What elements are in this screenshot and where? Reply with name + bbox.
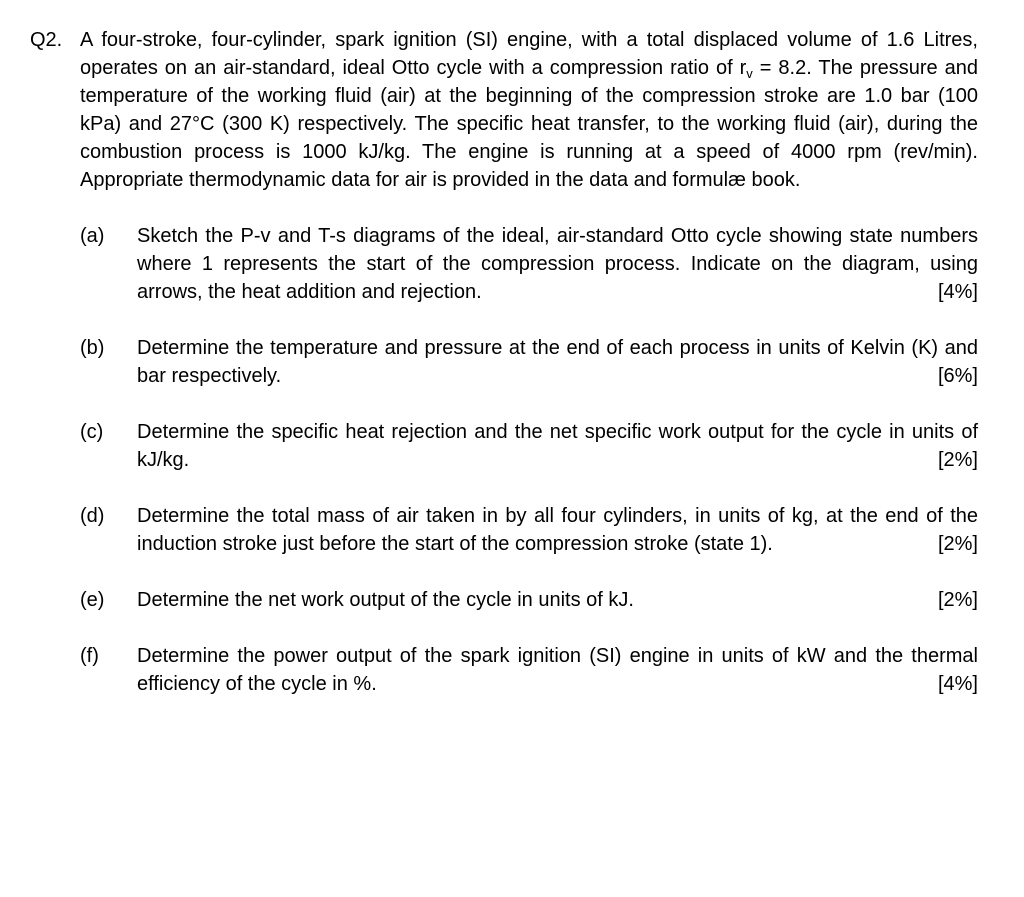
item-label: (c): [80, 421, 104, 443]
item-label: (e): [80, 589, 105, 611]
item-body: [137, 502, 978, 558]
item-body: [137, 222, 978, 306]
item-text: Determine the specific heat rejection and the net specific work output for the cycle in units of kJ/kg.: [137, 421, 978, 471]
question-item-a: [80, 222, 978, 306]
question-number: Q2.: [30, 29, 63, 51]
intro-text-part2: = 8.2. The pressure and temperature of the working fluid (air) at the beginning of the compression stroke are 1.0 bar (100 kPa) and 27°C (300 K) respectively. The specific heat transfer, to the working fluid (air), during the combustion process is 1000 kJ/kg. The engine is running at a speed of 4000 rpm (rev/min). Appropriate thermodynamic data for air is provided in the data and formulæ book.: [80, 57, 978, 191]
item-text: Determine the temperature and pressure at the end of each process in units of Kelvin (K) and bar respectively.: [137, 337, 978, 387]
question-item-d: [80, 502, 978, 558]
question-item-c: [80, 418, 978, 474]
item-marks: [2%]: [930, 446, 978, 474]
item-marks: [6%]: [930, 362, 978, 390]
question-items: [80, 222, 978, 698]
item-label: (d): [80, 505, 105, 527]
item-body: [137, 334, 978, 390]
item-text: Determine the power output of the spark ignition (SI) engine in units of kW and the thermal efficiency of the cycle in %.: [137, 645, 978, 695]
item-marks: [4%]: [930, 278, 978, 306]
item-text: Sketch the P-v and T-s diagrams of the ideal, air-standard Otto cycle showing state numbers where 1 represents the start of the compression process. Indicate on the diagram, using arrows, the heat addition and rejection.: [137, 225, 978, 303]
item-body: [137, 418, 978, 474]
item-marks: [4%]: [930, 670, 978, 698]
item-label: (f): [80, 645, 99, 667]
question-item-f: [80, 642, 978, 698]
question-item-b: [80, 334, 978, 390]
intro-text-part1: A four-stroke, four-cylinder, spark ignition (SI) engine, with a total displaced volume of 1.6 Litres, operates on an air-standard, ideal Otto cycle with a compression ratio of r: [80, 29, 978, 79]
item-label: (b): [80, 337, 105, 359]
question-intro: [80, 26, 978, 194]
item-body: [137, 586, 978, 614]
item-marks: [2%]: [930, 530, 978, 558]
item-label: (a): [80, 225, 105, 247]
item-text: Determine the total mass of air taken in by all four cylinders, in units of kg, at the end of the induction stroke just before the start of the compression stroke (state 1).: [137, 505, 978, 555]
question-intro-row: [30, 26, 978, 194]
item-body: [137, 642, 978, 698]
compression-ratio-subscript: v: [746, 66, 753, 81]
item-text: Determine the net work output of the cycle in units of kJ.: [137, 589, 634, 611]
item-marks: [2%]: [930, 586, 978, 614]
question-item-e: [80, 586, 978, 614]
